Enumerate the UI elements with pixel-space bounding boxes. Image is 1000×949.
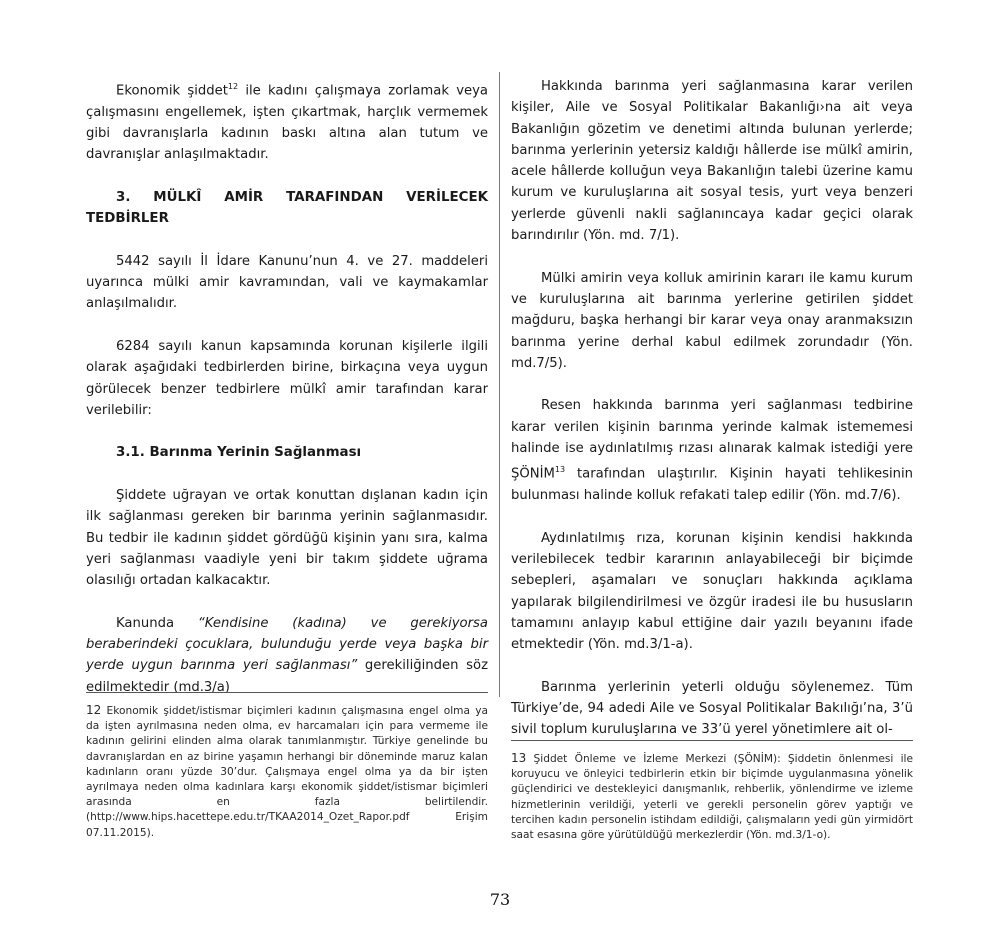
footnote-number: 13 — [511, 751, 527, 765]
text: Kanunda — [116, 615, 198, 631]
page-number: 73 — [489, 890, 511, 909]
section-heading-3-1: 3.1. Barınma Yerinin Sağlanması — [116, 445, 362, 461]
paragraph-informed-consent: Aydınlatılmış rıza, korunan kişinin kendisi hakkında verilebilecek tedbir kararının anlayabileceği bir biçimde sebepleri, aşamaları ve sonuçları hakkında açıklama yapılarak bilgilendirilmesi ve özgür iradesi ile bu hususların tamamını anlayıp kabul ettiğine dair yazılı beyanını ifade etmektedir (Yön. md.3/1-a). — [511, 530, 913, 653]
paragraph-authority-decision: Mülki amirin veya kolluk amirinin kararı ile kamu kurum ve kuruluşlarına ait barınma yerlerine getirilen şiddet mağduru, başka herhangi bir karar veya onay aranmaksızın barınma yerine derhal kabul edilmek zorundadır (Yön. md.7/5). — [511, 270, 913, 371]
paragraph-law-quote — [86, 613, 488, 698]
paragraph-economic-violence — [86, 76, 488, 166]
text: Resen hakkında barınma yeri sağlanması tedbirine karar verilen kişinin barınma yerinde kalmak istememesi halinde ise aydınlatılmış rızası alınarak kalmak istediği yere ŞÖNİM — [511, 398, 913, 482]
text: Ekonomik şiddet — [116, 83, 228, 99]
paragraph-resen — [511, 395, 913, 506]
left-column — [86, 76, 488, 719]
footnote-text: Şiddet Önleme ve İzleme Merkezi (ŞÖNİM): Şiddetin önlenmesi ile koruyucu ve önleyici tedbirlerin etkin bir biçimde uygulanmasına yönelik güçlendirici ve destekleyici danışmanlık, rehberlik, yönlendirme ve izleme hizmetlerinin verildiği, yeterli ve gerekli personelin görev yaptığı ve tercihen kadın personelin istihdam edildiği, çalışmaların yedi gün yirmidört saat esasına göre yürütüldüğü merkezlerdir (Yön. md.3/1-o). — [511, 753, 913, 842]
paragraph-shelter-count: Barınma yerlerinin yeterli olduğu söylenemez. Tüm Türkiye’de, 94 adedi Aile ve Sosyal Politikalar Bakılığı’na, 3’ü sivil toplum kuruluşlarına ve 33’ü yerel yönetimlere ait ol- — [511, 679, 913, 738]
text: ile kadını çalışmaya zorlamak veya çalışmasını engellemek, işten çıkartmak, harçlık vermemek gibi davranışlarla kadının baskı altına alan tutum ve davranışlar anlaşılmaktadır. — [86, 83, 488, 163]
footnote-ref-12[interactable]: 12 — [227, 82, 239, 91]
section-heading-3: 3. MÜLKÎ AMİR TARAFINDAN VERİLECEK TEDBİRLER — [86, 189, 488, 227]
footnote-rule — [86, 692, 488, 693]
column-divider — [499, 72, 500, 697]
right-column — [511, 76, 913, 762]
footnote-12 — [86, 692, 488, 841]
law-quote: “Kendisine (kadına) ve gerekiyorsa beraberindeki çocuklara, bulunduğu yerde veya başka bir yerde uygun barınma yeri sağlanması” — [86, 615, 488, 674]
footnote-13 — [511, 740, 913, 843]
text: gerekiliğinden söz edilmektedir (md.3/a) — [86, 658, 488, 695]
paragraph-shelter-decision: Hakkında barınma yeri sağlanmasına karar verilen kişiler, Aile ve Sosyal Politikalar Bakanlığı›na ait veya Bakanlığın gözetim ve denetimi altında bulunan yerlerde; barınma yerlerinin yetersiz kaldığı hâllerde ise mülkî amirin, acele hâllerde kolluğun veya Bakanlığın talebi üzerine kamu kurum ve kuruluşlarına ait sosyal tesis, yurt veya benzeri yerlerde güvenli nakli sağlanıncaya kadar geçici olarak barındırılır (Yön. md. 7/1). — [511, 79, 913, 244]
paragraph-shelter: Şiddete uğrayan ve ortak konuttan dışlanan kadın için ilk sağlanması gereken bir barınma yerinin sağlanmasıdır. Bu tedbir ile kadının şiddet gördüğü kişinin yanı sıra, kalma yeri sağlanması vaadiyle yeni bir takım şiddete uğrama olasılığı ortadan kalkacaktır. — [86, 488, 488, 589]
paragraph-5442: 5442 sayılı İl İdare Kanunu’nun 4. ve 27. maddeleri uyarınca mülki amir kavramından, vali ve kaymakamlar anlaşılmalıdır. — [86, 253, 488, 312]
footnote-rule — [511, 740, 913, 741]
footnote-text: Ekonomik şiddet/istismar biçimleri kadının çalışmasına engel olma ya da işten ayrılmasına neden olma, ev harcamaları için para vermeme ile kadının gelirini elinden alma olarak tanımlanmıştır. Türkiye genelinde bu davranışlardan en az birine yaşamın herhangi bir döneminde maruz kalan kadınların oranı yüzde 30’dur. Çalışmaya engel olma ya da bir işten ayrılmaya neden olma kadınlara karşı ekonomik şiddet/istismar biçimleri arasında en fazla belirtilendir. (http://www.hips.hacettepe.edu.tr/TKAA2014_Ozet_Rapor.pdf Erişim 07.11.2015). — [86, 705, 488, 839]
paragraph-6284: 6284 sayılı kanun kapsamında korunan kişilerle ilgili olarak aşağıdaki tedbirlerden birine, birkaçına veya uygun görülecek benzer tedbirlere mülkî amir tarafından karar verilebilir: — [86, 338, 488, 418]
footnote-ref-13[interactable]: 13 — [554, 465, 566, 475]
text: tarafından ulaştırılır. Kişinin hayati tehlikesinin bulunması halinde kolluk refakati talep edilir (Yön. md.7/6). — [511, 466, 913, 504]
footnote-number: 12 — [86, 703, 102, 717]
